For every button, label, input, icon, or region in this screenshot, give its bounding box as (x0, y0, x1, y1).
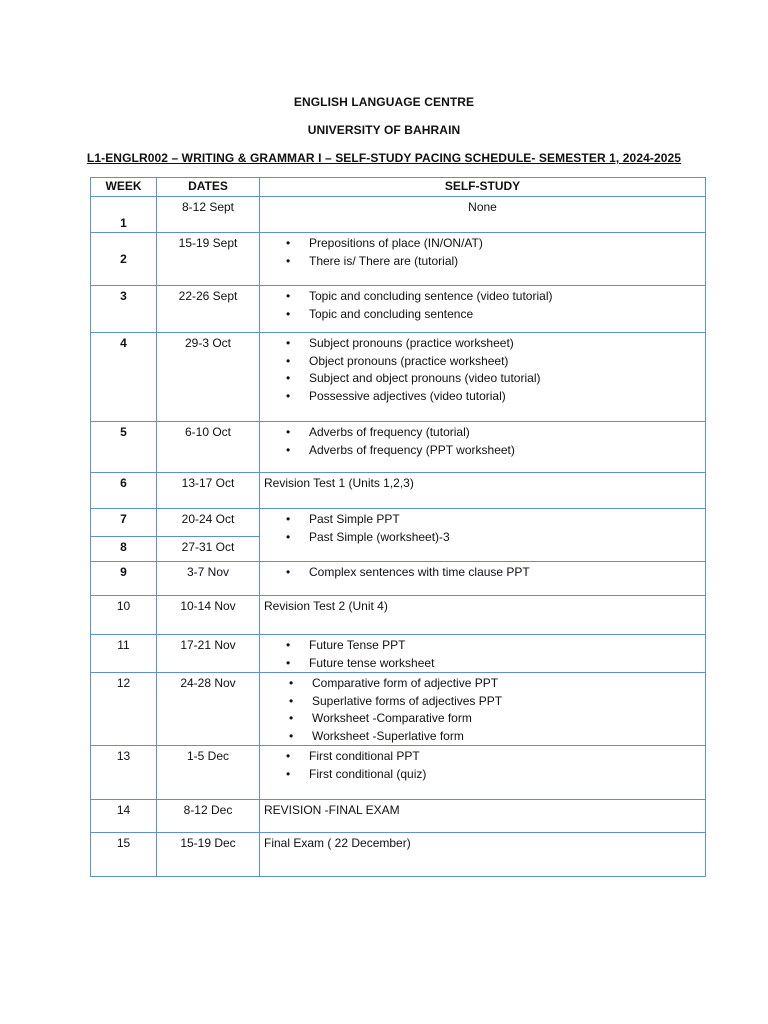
self-study-cell: Revision Test 1 (Units 1,2,3) (260, 473, 706, 509)
table-header-row (91, 178, 706, 197)
table-row (91, 800, 706, 833)
topic-list (264, 511, 701, 546)
week-cell: 3 (91, 286, 157, 333)
list-item: • Topic and concluding sentence (286, 306, 701, 324)
table-row (91, 233, 706, 286)
table-row (91, 422, 706, 473)
topic-list (264, 564, 701, 582)
topic-list (264, 424, 701, 459)
week-cell: 7 (91, 509, 157, 537)
table-row (91, 635, 706, 673)
week-cell: 10 (91, 596, 157, 635)
self-study-cell (260, 562, 706, 596)
dates-cell: 6-10 Oct (157, 422, 260, 473)
list-item: • First conditional PPT (286, 748, 701, 766)
dates-cell: 27-31 Oct (157, 537, 260, 562)
dates-cell: 3-7 Nov (157, 562, 260, 596)
week-number: 1 (120, 215, 127, 230)
topic-list (264, 235, 701, 270)
week-cell: 4 (91, 333, 157, 422)
week-cell (91, 196, 157, 233)
dates-cell: 10-14 Nov (157, 596, 260, 635)
table-row (91, 286, 706, 333)
dates-cell: 13-17 Oct (157, 473, 260, 509)
dates-cell: 15-19 Sept (157, 233, 260, 286)
dates-cell: 22-26 Sept (157, 286, 260, 333)
topic-list (264, 288, 701, 323)
topic-list (264, 748, 701, 783)
table-row (91, 833, 706, 877)
table-row (91, 746, 706, 800)
self-study-cell (260, 509, 706, 562)
course-schedule-title: L1-ENGLR002 – WRITING & GRAMMAR I – SELF-STUDY PACING SCHEDULE- SEMESTER 1, 2024-2025 (86, 151, 682, 165)
dates-cell: 29-3 Oct (157, 333, 260, 422)
table-row (91, 333, 706, 422)
list-item: • Topic and concluding sentence (video tutorial) (286, 288, 701, 306)
self-study-cell: Revision Test 2 (Unit 4) (260, 596, 706, 635)
list-item: • Possessive adjectives (video tutorial) (286, 388, 701, 406)
week-cell: 12 (91, 673, 157, 746)
list-item: • Subject and object pronouns (video tutorial) (286, 370, 701, 388)
week-cell: 13 (91, 746, 157, 800)
self-study-cell: REVISION -FINAL EXAM (260, 800, 706, 833)
week-cell: 8 (91, 537, 157, 562)
table-row (91, 509, 706, 537)
list-item: • Adverbs of frequency (PPT worksheet) (286, 442, 701, 460)
list-item: • Worksheet -Superlative form (289, 728, 701, 746)
list-item: • First conditional (quiz) (286, 766, 701, 784)
list-item: • Object pronouns (practice worksheet) (286, 353, 701, 371)
self-study-cell (260, 233, 706, 286)
self-study-cell: Final Exam ( 22 December) (260, 833, 706, 877)
list-item: • Comparative form of adjective PPT (289, 675, 701, 693)
table-row (91, 562, 706, 596)
self-study-column-header: SELF-STUDY (260, 178, 706, 197)
self-study-cell (260, 673, 706, 746)
pacing-schedule-table (90, 177, 706, 877)
week-number: 2 (120, 252, 127, 266)
list-item: • Complex sentences with time clause PPT (286, 564, 701, 582)
self-study-cell (260, 333, 706, 422)
week-cell (91, 233, 157, 286)
week-cell: 6 (91, 473, 157, 509)
week-cell: 14 (91, 800, 157, 833)
week-cell: 5 (91, 422, 157, 473)
list-item: • Superlative forms of adjectives PPT (289, 693, 701, 711)
list-item: • Future tense worksheet (286, 655, 701, 673)
dates-cell: 24-28 Nov (157, 673, 260, 746)
dates-cell: 8-12 Sept (157, 196, 260, 233)
dates-cell: 15-19 Dec (157, 833, 260, 877)
list-item: • Past Simple PPT (286, 511, 701, 529)
table-row (91, 596, 706, 635)
dates-cell: 17-21 Nov (157, 635, 260, 673)
list-item: • Prepositions of place (IN/ON/AT) (286, 235, 701, 253)
table-row (91, 196, 706, 233)
week-cell: 15 (91, 833, 157, 877)
dates-cell: 8-12 Dec (157, 800, 260, 833)
week-column-header: WEEK (91, 178, 157, 197)
topic-list (264, 637, 701, 672)
self-study-cell (260, 286, 706, 333)
list-item: • Past Simple (worksheet)-3 (286, 529, 701, 547)
list-item: • Adverbs of frequency (tutorial) (286, 424, 701, 442)
list-item: • Future Tense PPT (286, 637, 701, 655)
topic-list (264, 335, 701, 405)
table-row (91, 473, 706, 509)
self-study-cell (260, 422, 706, 473)
self-study-cell (260, 746, 706, 800)
list-item: • There is/ There are (tutorial) (286, 253, 701, 271)
week-cell: 11 (91, 635, 157, 673)
list-item: • Worksheet -Comparative form (289, 710, 701, 728)
self-study-cell: None (260, 196, 706, 233)
university-heading: UNIVERSITY OF BAHRAIN (307, 123, 461, 137)
week-cell: 9 (91, 562, 157, 596)
centre-heading: ENGLISH LANGUAGE CENTRE (293, 95, 475, 109)
self-study-cell (260, 635, 706, 673)
table-row (91, 673, 706, 746)
dates-cell: 1-5 Dec (157, 746, 260, 800)
dates-cell: 20-24 Oct (157, 509, 260, 537)
dates-column-header: DATES (157, 178, 260, 197)
topic-list (264, 675, 701, 745)
list-item: • Subject pronouns (practice worksheet) (286, 335, 701, 353)
